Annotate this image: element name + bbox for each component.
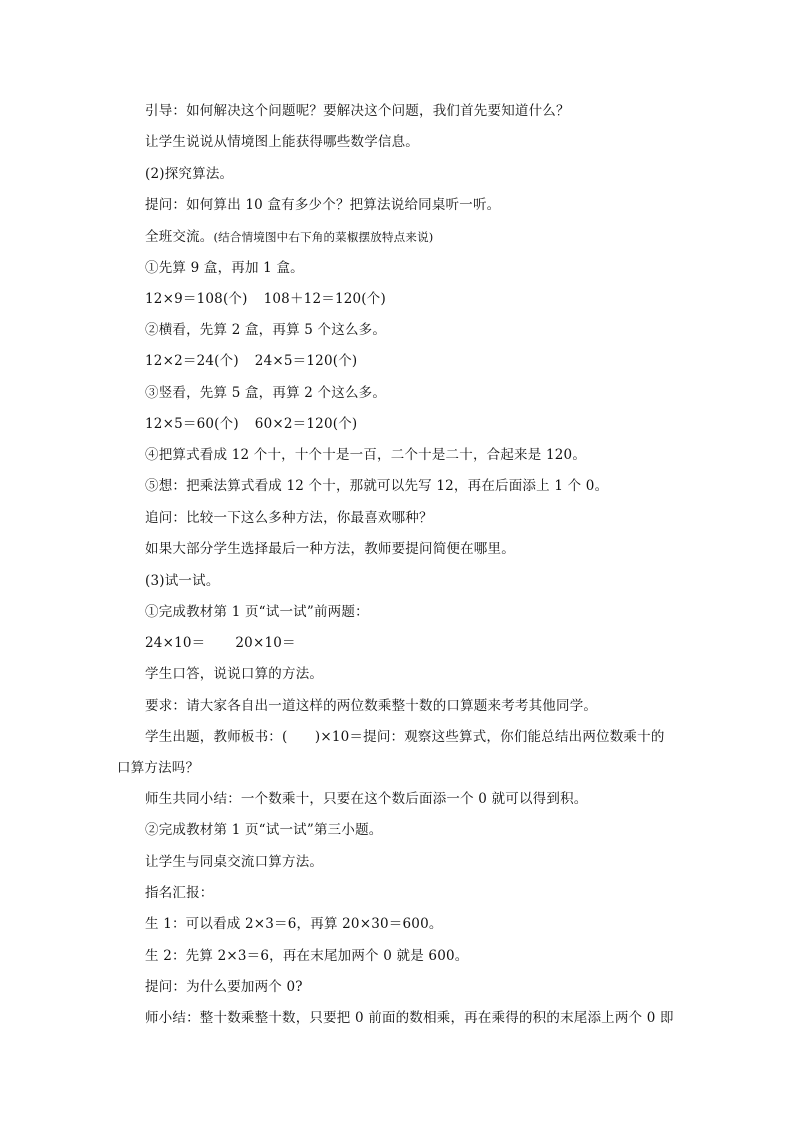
text-line — [145, 227, 433, 247]
text-line: ⑤想：把乘法算式看成 12 个十，那就可以先写 12，再在后面添上 1 个 0。 — [145, 478, 609, 494]
text-line: 要求：请大家各自出一道这样的两位数乘整十数的口算题来考考其他同学。 — [145, 698, 598, 714]
equation: 108＋12＝120(个) — [263, 291, 386, 307]
text-line: 生 1：可以看成 2×3＝6，再算 20×30＝600。 — [145, 916, 443, 932]
text-line: 提问：如何算出 10 盒有多少个？把算法说给同桌听一听。 — [145, 197, 501, 213]
text-line: ①完成教材第 1 页“试一试”前两题： — [145, 604, 369, 620]
equation: 60×2＝120(个) — [254, 416, 358, 432]
text-note: (结合情境图中右下角的菜椒摆放特点来说) — [213, 230, 434, 244]
text-line: 让学生与同桌交流口算方法。 — [145, 854, 324, 870]
text-line: 生 2：先算 2×3＝6，再在末尾加两个 0 就是 600。 — [145, 948, 469, 964]
equation: 12×5＝60(个) — [145, 416, 239, 432]
text-segment: 全班交流。 — [145, 229, 214, 245]
text-line: ②横看，先算 2 盒，再算 5 个这么多。 — [145, 322, 387, 338]
text-line: 引导：如何解决这个问题呢？要解决这个问题，我们首先要知道什么？ — [145, 103, 570, 119]
text-line: 学生出题，教师板书：( )×10＝提问：观察这些算式，你们能总结出两位数乘十的 — [145, 729, 665, 745]
equation-line — [145, 633, 296, 653]
text-line: 师小结：整十数乘整十数，只要把 0 前面的数相乘，再在乘得的积的末尾添上两个 0 即 — [145, 1010, 674, 1026]
text-line: 如果大部分学生选择最后一种方法，教师要提问简便在哪里。 — [145, 541, 515, 557]
text-line: 口算方法吗？ — [117, 760, 200, 776]
text-line: 提问：为什么要加两个 0? — [145, 979, 303, 995]
text-line: ②完成教材第 1 页“试一试”第三小题。 — [145, 822, 383, 838]
text-line: ①先算 9 盒，再加 1 盒。 — [145, 260, 304, 276]
equation: 24×5＝120(个) — [254, 353, 358, 369]
equation-line — [145, 351, 357, 371]
text-line: 师生共同小结：一个数乘十，只要在这个数后面添一个 0 就可以得到积。 — [145, 791, 588, 807]
text-line: (2)探究算法。 — [145, 166, 234, 182]
equation: 12×2＝24(个) — [145, 353, 239, 369]
equation-line — [145, 414, 357, 434]
text-line: 让学生说说从情境图上能获得哪些数学信息。 — [145, 134, 419, 150]
equation: 12×9＝108(个) — [145, 291, 248, 307]
text-line: 追问：比较一下这么多种方法，你最喜欢哪种？ — [145, 510, 433, 526]
equation: 20×10＝ — [235, 635, 296, 651]
text-line: 指名汇报： — [145, 885, 214, 901]
text-line: ④把算式看成 12 个十，十个十是一百，二个十是二十，合起来是 120。 — [145, 447, 587, 463]
text-line: 学生口答，说说口算的方法。 — [145, 666, 324, 682]
equation-line — [145, 289, 386, 309]
text-line: (3)试一试。 — [145, 573, 220, 589]
text-line: ③竖看，先算 5 盒，再算 2 个这么多。 — [145, 385, 387, 401]
equation: 24×10＝ — [145, 635, 206, 651]
